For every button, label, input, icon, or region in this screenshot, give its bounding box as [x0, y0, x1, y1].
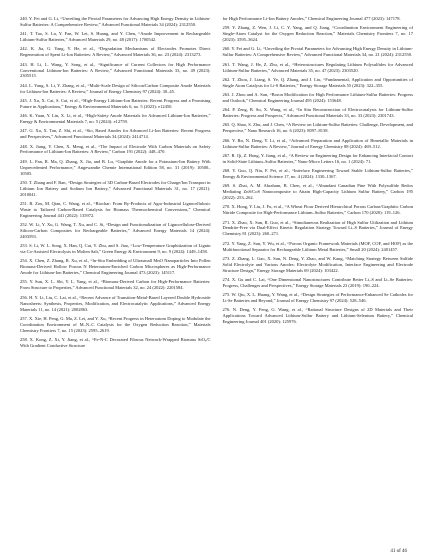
reference-column-left	[20, 16, 211, 352]
reference-entry: 264. P. Zeng, B. Su, X. Wang, et al., “In Situ Reconstruction of Electrocatalysts for Lithium-Sulfur Batteries: Progress and Prospects,” Advanced Functional Materials 33, no. 33 (2023): 2301743.	[222, 107, 413, 119]
reference-entry: 271. X. Zhao, X. Sun, R. Guo, et al., “Simultaneous Realization of High Sulfur Utilization and Lithium Dendrite-Free via Dual-Effect Kinetic Regulation Strategy Toward Li–S Batteries,” Journal of Energy Chemistry 81 (2023): 260–271.	[222, 219, 413, 237]
reference-entry: 246. K. Yuan, Y. Lin, X. Li, et al., “High-Safety Anode Materials for Advanced Lithium-Ion Batteries,” Energy & Environmental Materials 7, no. 5 (2024): e12759.	[20, 113, 211, 125]
reference-entry: 249. L. Fan, R. Ma, Q. Zhang, X. Jia, and B. Lu, “Graphite Anode for a Potassium-Ion Battery With Unprecedented Performance,” Angewandte Chemie International Edition 58, no. 31 (2019): 10500–10505.	[20, 158, 211, 176]
reference-entry: 263. J. Zhou and A. Sun, “Boron Modification for High Performance Lithium-Sulfur Batteries: Progress and Outlook,” Chemical Engineering Journal 495 (2024): 153648.	[222, 92, 413, 103]
reference-entry: 240. Y. Fei and G. Li, “Unveiling the Pivotal Parameters for Advancing High Energy Density in Lithium-Sulfur Batteries: A Comprehensive Review,” Advanced Functional Materials 34 (2024): 2312550.	[20, 16, 211, 27]
reference-entry: 270. X. Hong, Y. Liu, J. Fu, et al., “A Wheat Flour Derived Hierarchical Porous Carbon/Graphitic Carbon Nitride Composite for High-Performance Lithium–Sulfur Batteries,” Carbon 170 (2020): 119–126.	[222, 204, 413, 216]
reference-entry: 272. Y. Yang, Z. Sun, Y. Wu, et al., “Porous Organic Framework Materials (MOF, COF, and HOF) as the Multifunctional Separator for Rechargeable Lithium Metal Batteries,” Small 20 (2024): 2401457.	[222, 240, 413, 252]
reference-entry: 255. Y. Sun, X. L. Shi, Y. L. Yang, et al., “Biomass-Derived Carbon for High-Performance Batteries: From Structure to Properties,” Advanced Functional Materials 32, no. 24 (2022): 2201584.	[20, 279, 211, 291]
reference-entry: 266. Y. Rn, N. Deng, Y. Li, et al., “Advanced Preparation and Application of Bimetallic Materials in Lithium-Sulfur Batteries: A Review,” Journal of Energy Chemistry 88 (2024): 469–512.	[222, 137, 413, 149]
reference-entry: 248. X. Jiang, Y. Chen, X. Meng, et al., “The Impact of Electrode With Carbon Materials on Safety Performance of Lithium-Ion Batteries: A Review,” Carbon 191 (2022): 448–470.	[20, 143, 211, 155]
reference-entry: 269. S. Zhai, A. M. Abraham, B. Chen, et al., “Abundant Canadian Pine With Polysulfide Redox Mediating ZnS/CoS Nanocomposite to Attain High-Capacity Lithium Sulfur Battery,” Carbon 195 (2022): 253–262.	[222, 183, 413, 201]
reference-entry: 274. X. Gu and C. Lai, “One Dimensional Nanostructures Contribute Better Li–S and Li–Se Batteries: Progress, Challenges and Perspectives,” Energy Storage Materials 23 (2019): 190–224.	[222, 276, 413, 288]
reference-entry: 276. N. Deng, Y. Feng, G. Wang, et al., “Rational Structure Designs of 2D Materials and Their Applications Toward Advanced Lithium-Sulfur Battery and Lithium-Selenium Battery,” Chemical Engineering Journal 401 (2020): 125976.	[222, 307, 413, 325]
reference-entry: 244. L. Yang, S. Li, Y. Zhang, et al., “Multi-Scale Design of Silicon/Carbon Composite Anode Materials for Lithium-Ion Batteries: A Review,” Journal of Energy Chemistry 97 (2024): 30–45.	[20, 82, 211, 94]
reference-entry: 245. J. Xu, X. Cai, S. Cai, et al., “High-Energy Lithium-Ion Batteries: Recent Progress and a Promising Future in Applications,” Energy & Environmental Materials 6, no. 5 (2023): e12450.	[20, 97, 211, 109]
reference-entry: 259. Y. Zhang, Z. Wen, J. Li, C. Y. Yang, and Q. Jiang, “Coordination Environment Engineering of Single-Atom Catalyst for the Oxygen Reduction Reaction,” Materials Chemistry Frontiers 7, no. 17 (2023): 3595–3624.	[222, 25, 413, 43]
reference-column-right	[223, 16, 414, 352]
reference-entry: 252. W. Li, Y. Xu, G. Wang, T. Xu, and C. Si, “Design and Functionalization of Lignocellulose-Derived Silicon-Carbon Composites for Rechargeable Batteries,” Advanced Energy Materials 14 (2024): 2403593.	[20, 222, 211, 239]
reference-entry: 267. R. Qi, Z. Hong, Y. Jiang, et al., “A Review on Engineering Design for Enhancing Interfacial Contact in Solid-State Lithium–Sulfur Batteries,” Nano-Micro Letters 16, no. 1 (2024): 71.	[222, 152, 413, 164]
reference-entry: 273. Z. Zhang, L. Gao, X. Sun, N. Deng, Y. Zhao, and W. Kang, “Matching Strategy Between Sulfide Solid Electrolyte and Various Anodes: Electrolyte Modification, Interface Engineering and Electrode Structure Design,” Energy Storage Materials 69 (2024): 103422.	[222, 255, 413, 273]
reference-entry: 268. Y. Guo, Q. Niu, F. Pei, et al., “Interface Engineering Toward Stable Lithium-Sulfur Batteries,” Energy & Environmental Science 17, no. 4 (2024): 1330–1367.	[222, 168, 413, 179]
reference-entry: 260. Y. Fei and G. Li, “Unveiling the Pivotal Parameters for Advancing High Energy Density in Lithium-Sulfur Batteries: A Comprehensive Review,” Advanced Functional Materials 34, no. 21 (2024): 2312550.	[222, 46, 413, 58]
reference-entry: 253. S. Li, W. L. Song, X. Han, Q. Cui, Y. Zhu, and S. Jiao, “Low-Temperature Graphitization of Lignin via Co-Assisted Electrolysis in Molten Salt,” Green Energy & Environment 9, no. 9 (2024): 1449–1458.	[20, 243, 211, 255]
page-number: 41 of 46	[390, 549, 407, 554]
reference-entry: 251. R. Zou, M. Qian, C. Wang, et al., “Biochar: From By-Products of Agro-Industrial Lignocellulosic Waste to Tailored Carbon-Based Catalysts for Biomass Thermochemical Conversions,” Chemical Engineering Journal 441 (2022): 135972.	[20, 200, 211, 218]
reference-entry: 261. T. Wang, J. He, Z. Zhu, et al., “Heterostructures Regulating Lithium Polysulfides for Advanced Lithium-Sulfur Batteries,” Advanced Materials 35, no. 47 (2023): 2303520.	[222, 61, 413, 73]
reference-entry: 262. T. Zhou, J. Liang, S. Ye, Q. Zhang, and J. Liu, “Fundamental, Application and Opportunities of Single Atom Catalysts for Li-S Batteries,” Energy Storage Materials 55 (2023): 322–355.	[222, 76, 413, 88]
reference-entry: 275. W. Qiu, X. L. Huang, Y. Wang, et al., “Design Strategies of Performance-Enhanced Se Cathodes for Li-Se Batteries and Beyond,” Journal of Energy Chemistry 97 (2024): 528–546.	[222, 292, 413, 304]
reference-entry: 241. T. Tao, S. Lu, Y. Fan, W. Lei, S. Huang, and Y. Chen, “Anode Improvement in Rechargeable Lithium-Sulfur Batteries,” Advanced Materials 29, no. 48 (2017): 1700542.	[20, 31, 211, 43]
reference-columns	[20, 16, 413, 352]
reference-entry: 250. T. Zhang and F. Ran, “Design Strategies of 3D Carbon-Based Electrodes for Charge/Ion Transport in Lithium Ion Battery and Sodium Ion Battery,” Advanced Functional Materials 31, no. 17 (2021): 2010041.	[20, 179, 211, 197]
reference-entry: 256. H. Y. Li, Liu, C. Lai, et al., “Recent Advance of Transition-Metal-Based Layered Double Hydroxide Nanosheets: Synthesis, Properties, Modification, and Electrocatalytic Applications,” Advanced Energy Materials 11, no. 14 (2021): 2002863.	[20, 294, 211, 312]
reference-entry: 247. G. Xu, X. Tan, Z. Shi, et al., “Sio, Based Anodes for Advanced Li-Ion Batteries: Recent Progress and Perspectives,” Advanced Functional Materials 34 (2024): 2414714.	[20, 128, 211, 140]
reference-entry: 257. X. Xie, H. Peng, G. Ma, Z. Lei, and Y. Xu, “Recent Progress in Heteroatom Doping to Modulate the Coordination Environment of M–N–C Catalysts for the Oxygen Reduction Reaction,” Materials Chemistry Frontiers 7, no. 15 (2023): 2595–2619.	[20, 315, 211, 333]
reference-entry: for High Performance Li-Ion Battery Anodes,” Chemical Engineering Journal 477 (2023): 147178.	[222, 16, 401, 21]
reference-entry: 254. X. Chen, Z. Zhang, R. Xu, et al., “In-Situ Embedding of Ultrasmall MnO Nanoparticles Into Pollen Biomass-Derived Hollow Porous N Heteroatom-Enriched Carbon Microspheres as High-Performance Anode for Lithium-Ion Batteries,” Chemical Engineering Journal 473 (2023): 145117.	[20, 258, 211, 276]
reference-entry: 242. K. Jia, G. Yang, Y. He, et al., “Degradation Mechanisms of Electrodes Promotes Direct Regeneration of Spent Li-Ion Batteries: A Review,” Advanced Materials 36, no. 23 (2024): 2313273.	[20, 46, 211, 58]
reference-entry: 265. Q. Shao, S. Zhu, and J. Chen, “A Review on Lithium-Sulfur Batteries: Challenge, Development, and Perspective,” Nano Research 16, no. 6 (2023): 8097–8138.	[222, 122, 413, 134]
reference-entry: 243. H. Li, L. Wang, Y. Song, et al., “Significance of Current Collectors for High Performance Conventional Lithium-Ion Batteries: A Review,” Advanced Functional Materials 33, no. 49 (2023): 2305515.	[20, 61, 211, 79]
reference-entry: 258. X. Kong, Z. Xi, Y. Jiang, et al., “Fe-N-C Decorated Fibrous Network-Wrapped Biomass SiOₓ/C With Gradient Conductive Structure	[20, 336, 211, 348]
